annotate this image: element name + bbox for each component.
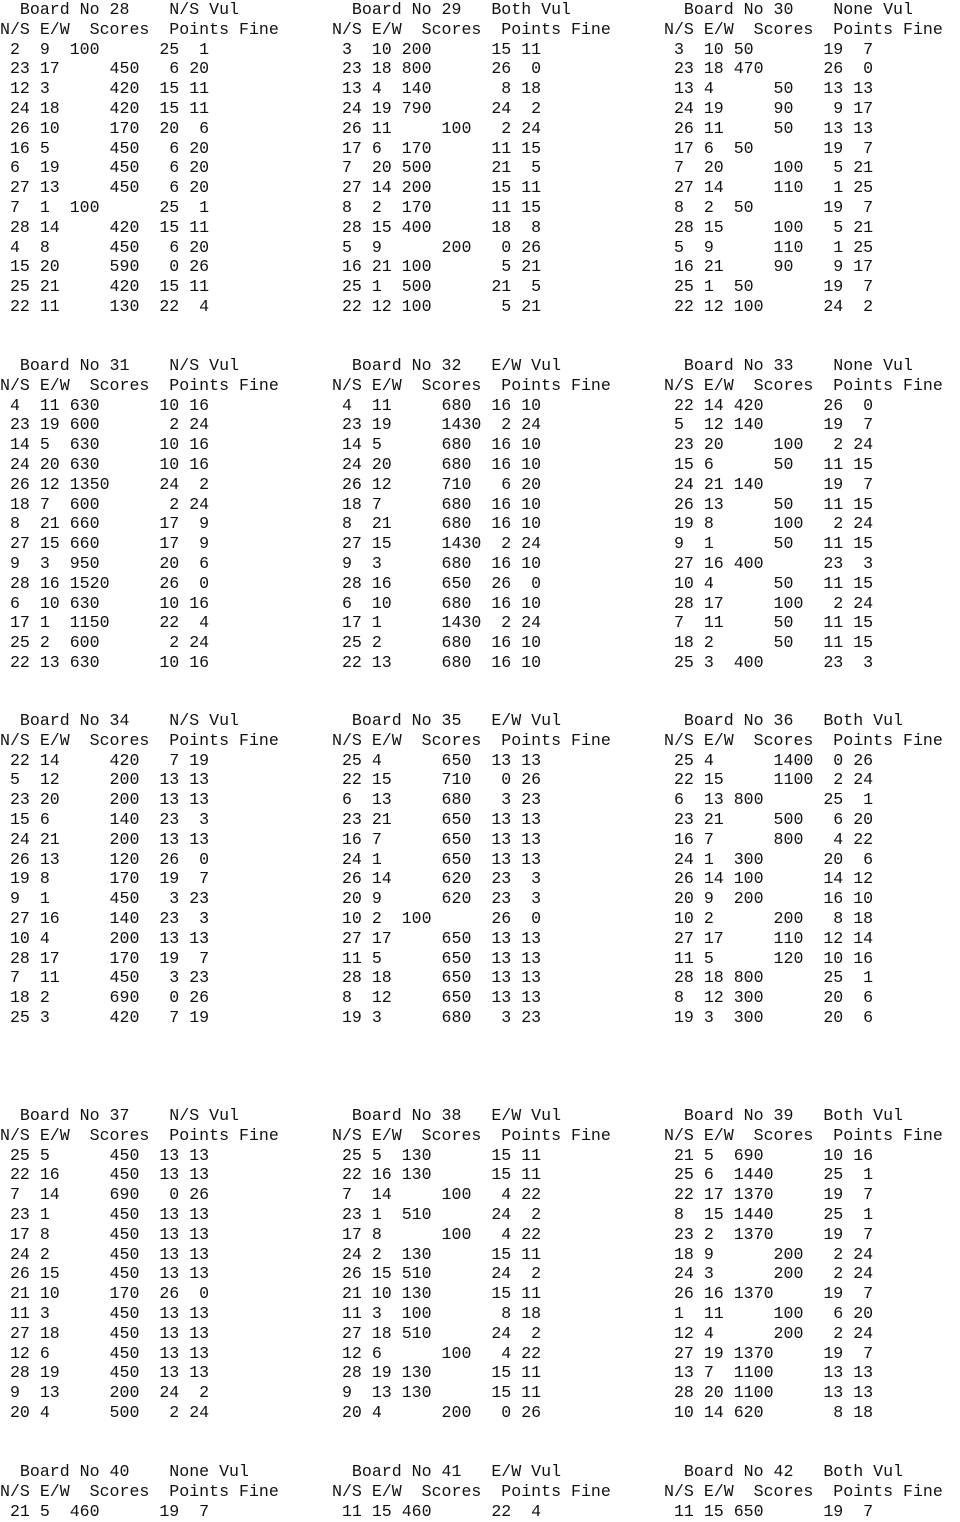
board-title: Board No 36 Both Vul bbox=[664, 711, 903, 730]
score-row: 6 10 630 10 16 bbox=[0, 593, 210, 613]
score-row: 4 8 450 6 20 bbox=[0, 237, 210, 257]
board-title: Board No 32 E/W Vul bbox=[332, 356, 562, 375]
board-block bbox=[0, 1106, 332, 1423]
score-row: 26 15 510 24 2 bbox=[332, 1264, 542, 1284]
score-row: 21 10 170 26 0 bbox=[0, 1284, 210, 1304]
score-row: 25 2 680 16 10 bbox=[332, 633, 542, 653]
score-row: 26 13 50 11 15 bbox=[664, 494, 874, 514]
score-row: 16 21 90 9 17 bbox=[664, 257, 874, 277]
score-row: 3 10 200 15 11 bbox=[332, 39, 542, 59]
score-row: 28 18 650 13 13 bbox=[332, 968, 542, 988]
score-row: 26 13 120 26 0 bbox=[0, 849, 210, 869]
board-title: Board No 39 Both Vul bbox=[664, 1106, 903, 1125]
column-header: N/S E/W Scores Points Fine bbox=[0, 1481, 279, 1501]
score-row: 27 14 110 1 25 bbox=[664, 178, 874, 198]
board-block bbox=[0, 1462, 332, 1521]
score-row: 22 16 450 13 13 bbox=[0, 1165, 210, 1185]
column-header: N/S E/W Scores Points Fine bbox=[664, 1481, 943, 1501]
score-row: 16 7 650 13 13 bbox=[332, 829, 542, 849]
score-row: 26 10 170 20 6 bbox=[0, 118, 210, 138]
score-row: 14 5 630 10 16 bbox=[0, 435, 210, 455]
score-row: 27 18 450 13 13 bbox=[0, 1323, 210, 1343]
score-row: 19 8 100 2 24 bbox=[664, 514, 874, 534]
score-row: 24 1 650 13 13 bbox=[332, 849, 542, 869]
score-row: 8 21 660 17 9 bbox=[0, 514, 210, 534]
score-row: 11 5 650 13 13 bbox=[332, 948, 542, 968]
score-row: 17 1 1430 2 24 bbox=[332, 613, 542, 633]
score-row: 25 3 420 7 19 bbox=[0, 1007, 210, 1027]
score-row: 15 6 50 11 15 bbox=[664, 454, 874, 474]
score-row: 26 16 1370 19 7 bbox=[664, 1284, 874, 1304]
score-row: 7 11 50 11 15 bbox=[664, 613, 874, 633]
score-row: 9 13 200 24 2 bbox=[0, 1383, 210, 1403]
board-title: Board No 29 Both Vul bbox=[332, 0, 571, 19]
score-row: 28 14 420 15 11 bbox=[0, 217, 210, 237]
board-title: Board No 28 N/S Vul bbox=[0, 0, 239, 19]
score-row: 25 4 650 13 13 bbox=[332, 750, 542, 770]
score-row: 12 4 200 2 24 bbox=[664, 1323, 874, 1343]
score-row: 23 1 450 13 13 bbox=[0, 1204, 210, 1224]
column-header: N/S E/W Scores Points Fine bbox=[332, 375, 611, 395]
score-row: 25 6 1440 25 1 bbox=[664, 1165, 874, 1185]
score-row: 24 19 90 9 17 bbox=[664, 98, 874, 118]
score-row: 22 13 680 16 10 bbox=[332, 652, 542, 672]
score-row: 5 9 200 0 26 bbox=[332, 237, 542, 257]
score-row: 10 2 200 8 18 bbox=[664, 908, 874, 928]
score-row: 24 18 420 15 11 bbox=[0, 98, 210, 118]
score-row: 6 10 680 16 10 bbox=[332, 593, 542, 613]
score-row: 23 18 800 26 0 bbox=[332, 59, 542, 79]
board-block bbox=[332, 711, 664, 1028]
score-row: 8 21 680 16 10 bbox=[332, 514, 542, 534]
score-row: 23 19 1430 2 24 bbox=[332, 415, 542, 435]
board-block bbox=[332, 356, 664, 673]
score-row: 9 13 130 15 11 bbox=[332, 1383, 542, 1403]
score-row: 25 1 500 21 5 bbox=[332, 277, 542, 297]
score-row: 18 9 200 2 24 bbox=[664, 1244, 874, 1264]
score-row: 18 2 690 0 26 bbox=[0, 988, 210, 1008]
score-row: 20 9 200 16 10 bbox=[664, 889, 874, 909]
score-row: 19 8 170 19 7 bbox=[0, 869, 210, 889]
score-row: 23 21 650 13 13 bbox=[332, 809, 542, 829]
score-row: 5 9 110 1 25 bbox=[664, 237, 874, 257]
score-row: 20 4 500 2 24 bbox=[0, 1402, 210, 1422]
score-row: 8 12 300 20 6 bbox=[664, 988, 874, 1008]
score-row: 26 11 100 2 24 bbox=[332, 118, 542, 138]
score-row: 19 3 300 20 6 bbox=[664, 1007, 874, 1027]
score-row: 27 17 650 13 13 bbox=[332, 928, 542, 948]
score-row: 5 12 200 13 13 bbox=[0, 770, 210, 790]
board-block bbox=[0, 711, 332, 1028]
board-block bbox=[332, 0, 664, 317]
score-row: 11 3 100 8 18 bbox=[332, 1303, 542, 1323]
column-header: N/S E/W Scores Points Fine bbox=[332, 730, 611, 750]
column-header: N/S E/W Scores Points Fine bbox=[664, 375, 943, 395]
score-row: 27 19 1370 19 7 bbox=[664, 1343, 874, 1363]
score-row: 24 2 450 13 13 bbox=[0, 1244, 210, 1264]
score-row: 25 2 600 2 24 bbox=[0, 633, 210, 653]
score-row: 10 4 50 11 15 bbox=[664, 573, 874, 593]
score-row: 26 12 1350 24 2 bbox=[0, 474, 210, 494]
score-row: 24 20 630 10 16 bbox=[0, 454, 210, 474]
score-row: 12 6 450 13 13 bbox=[0, 1343, 210, 1363]
score-row: 28 19 130 15 11 bbox=[332, 1363, 542, 1383]
score-row: 17 8 100 4 22 bbox=[332, 1224, 542, 1244]
score-row: 8 15 1440 25 1 bbox=[664, 1204, 874, 1224]
score-row: 23 20 200 13 13 bbox=[0, 790, 210, 810]
board-block bbox=[664, 711, 960, 1028]
score-row: 18 7 680 16 10 bbox=[332, 494, 542, 514]
score-row: 17 1 1150 22 4 bbox=[0, 613, 210, 633]
score-row: 24 2 130 15 11 bbox=[332, 1244, 542, 1264]
score-row: 17 6 50 19 7 bbox=[664, 138, 874, 158]
score-row: 21 5 460 19 7 bbox=[0, 1501, 210, 1521]
score-row: 17 8 450 13 13 bbox=[0, 1224, 210, 1244]
board-title: Board No 35 E/W Vul bbox=[332, 711, 562, 730]
score-row: 18 7 600 2 24 bbox=[0, 494, 210, 514]
score-row: 8 2 170 11 15 bbox=[332, 197, 542, 217]
score-row: 22 13 630 10 16 bbox=[0, 652, 210, 672]
score-row: 23 1 510 24 2 bbox=[332, 1204, 542, 1224]
column-header: N/S E/W Scores Points Fine bbox=[664, 1125, 943, 1145]
score-row: 7 20 500 21 5 bbox=[332, 158, 542, 178]
score-row: 6 13 800 25 1 bbox=[664, 790, 874, 810]
score-row: 16 5 450 6 20 bbox=[0, 138, 210, 158]
score-row: 22 14 420 26 0 bbox=[664, 395, 874, 415]
score-row: 24 20 680 16 10 bbox=[332, 454, 542, 474]
score-row: 20 9 620 23 3 bbox=[332, 889, 542, 909]
score-row: 23 18 470 26 0 bbox=[664, 59, 874, 79]
score-row: 26 11 50 13 13 bbox=[664, 118, 874, 138]
score-row: 4 11 630 10 16 bbox=[0, 395, 210, 415]
score-row: 26 14 100 14 12 bbox=[664, 869, 874, 889]
score-row: 22 17 1370 19 7 bbox=[664, 1185, 874, 1205]
score-row: 22 12 100 24 2 bbox=[664, 296, 874, 316]
board-block bbox=[664, 1462, 960, 1521]
score-row: 28 15 100 5 21 bbox=[664, 217, 874, 237]
score-row: 23 2 1370 19 7 bbox=[664, 1224, 874, 1244]
score-row: 22 16 130 15 11 bbox=[332, 1165, 542, 1185]
score-row: 13 4 50 13 13 bbox=[664, 79, 874, 99]
score-row: 9 1 450 3 23 bbox=[0, 889, 210, 909]
score-row: 14 5 680 16 10 bbox=[332, 435, 542, 455]
board-block bbox=[332, 1462, 664, 1521]
score-row: 9 1 50 11 15 bbox=[664, 534, 874, 554]
score-row: 12 3 420 15 11 bbox=[0, 79, 210, 99]
score-row: 16 7 800 4 22 bbox=[664, 829, 874, 849]
board-block bbox=[664, 0, 960, 317]
score-row: 23 19 600 2 24 bbox=[0, 415, 210, 435]
score-row: 13 7 1100 13 13 bbox=[664, 1363, 874, 1383]
score-row: 4 11 680 16 10 bbox=[332, 395, 542, 415]
score-row: 28 15 400 18 8 bbox=[332, 217, 542, 237]
score-row: 27 13 450 6 20 bbox=[0, 178, 210, 198]
score-row: 26 14 620 23 3 bbox=[332, 869, 542, 889]
column-header: N/S E/W Scores Points Fine bbox=[664, 730, 943, 750]
score-row: 7 20 100 5 21 bbox=[664, 158, 874, 178]
score-row: 12 6 100 4 22 bbox=[332, 1343, 542, 1363]
score-row: 7 1 100 25 1 bbox=[0, 197, 210, 217]
score-row: 28 19 450 13 13 bbox=[0, 1363, 210, 1383]
score-row: 8 12 650 13 13 bbox=[332, 988, 542, 1008]
score-row: 23 21 500 6 20 bbox=[664, 809, 874, 829]
score-row: 6 19 450 6 20 bbox=[0, 158, 210, 178]
score-row: 6 13 680 3 23 bbox=[332, 790, 542, 810]
score-row: 25 5 450 13 13 bbox=[0, 1145, 210, 1165]
score-row: 24 21 140 19 7 bbox=[664, 474, 874, 494]
score-row: 20 4 200 0 26 bbox=[332, 1402, 542, 1422]
board-block bbox=[664, 1106, 960, 1423]
score-row: 17 6 170 11 15 bbox=[332, 138, 542, 158]
score-row: 28 17 100 2 24 bbox=[664, 593, 874, 613]
score-row: 18 2 50 11 15 bbox=[664, 633, 874, 653]
score-row: 27 15 1430 2 24 bbox=[332, 534, 542, 554]
board-title: Board No 41 E/W Vul bbox=[332, 1462, 562, 1481]
score-row: 11 3 450 13 13 bbox=[0, 1303, 210, 1323]
score-row: 7 11 450 3 23 bbox=[0, 968, 210, 988]
score-row: 23 17 450 6 20 bbox=[0, 59, 210, 79]
score-row: 1 11 100 6 20 bbox=[664, 1303, 874, 1323]
column-header: N/S E/W Scores Points Fine bbox=[332, 19, 611, 39]
score-row: 24 1 300 20 6 bbox=[664, 849, 874, 869]
board-title: Board No 42 Both Vul bbox=[664, 1462, 903, 1481]
board-block bbox=[0, 0, 332, 317]
score-row: 10 14 620 8 18 bbox=[664, 1402, 874, 1422]
score-row: 25 21 420 15 11 bbox=[0, 277, 210, 297]
score-row: 15 6 140 23 3 bbox=[0, 809, 210, 829]
board-block bbox=[332, 1106, 664, 1423]
score-row: 27 16 140 23 3 bbox=[0, 908, 210, 928]
score-row: 28 16 1520 26 0 bbox=[0, 573, 210, 593]
column-header: N/S E/W Scores Points Fine bbox=[0, 375, 279, 395]
score-row: 25 1 50 19 7 bbox=[664, 277, 874, 297]
score-row: 24 19 790 24 2 bbox=[332, 98, 542, 118]
score-row: 23 20 100 2 24 bbox=[664, 435, 874, 455]
board-block bbox=[0, 356, 332, 673]
column-header: N/S E/W Scores Points Fine bbox=[664, 19, 943, 39]
score-row: 22 12 100 5 21 bbox=[332, 296, 542, 316]
score-row: 27 14 200 15 11 bbox=[332, 178, 542, 198]
column-header: N/S E/W Scores Points Fine bbox=[332, 1125, 611, 1145]
score-row: 24 21 200 13 13 bbox=[0, 829, 210, 849]
score-row: 9 3 680 16 10 bbox=[332, 553, 542, 573]
score-row: 26 12 710 6 20 bbox=[332, 474, 542, 494]
score-row: 22 14 420 7 19 bbox=[0, 750, 210, 770]
score-row: 21 5 690 10 16 bbox=[664, 1145, 874, 1165]
column-header: N/S E/W Scores Points Fine bbox=[0, 19, 279, 39]
score-row: 27 16 400 23 3 bbox=[664, 553, 874, 573]
score-row: 28 17 170 19 7 bbox=[0, 948, 210, 968]
board-block bbox=[664, 356, 960, 673]
score-row: 13 4 140 8 18 bbox=[332, 79, 542, 99]
score-row: 25 4 1400 0 26 bbox=[664, 750, 874, 770]
score-row: 11 15 650 19 7 bbox=[664, 1501, 874, 1521]
column-header: N/S E/W Scores Points Fine bbox=[332, 1481, 611, 1501]
board-title: Board No 40 None Vul bbox=[0, 1462, 249, 1481]
score-row: 22 15 1100 2 24 bbox=[664, 770, 874, 790]
score-row: 25 3 400 23 3 bbox=[664, 652, 874, 672]
score-row: 24 3 200 2 24 bbox=[664, 1264, 874, 1284]
score-row: 10 2 100 26 0 bbox=[332, 908, 542, 928]
score-row: 16 21 100 5 21 bbox=[332, 257, 542, 277]
score-row: 5 12 140 19 7 bbox=[664, 415, 874, 435]
score-row: 7 14 100 4 22 bbox=[332, 1185, 542, 1205]
score-row: 22 11 130 22 4 bbox=[0, 296, 210, 316]
score-row: 11 15 460 22 4 bbox=[332, 1501, 542, 1521]
column-header: N/S E/W Scores Points Fine bbox=[0, 1125, 279, 1145]
column-header: N/S E/W Scores Points Fine bbox=[0, 730, 279, 750]
score-row: 27 15 660 17 9 bbox=[0, 534, 210, 554]
score-row: 2 9 100 25 1 bbox=[0, 39, 210, 59]
score-row: 25 5 130 15 11 bbox=[332, 1145, 542, 1165]
score-row: 9 3 950 20 6 bbox=[0, 553, 210, 573]
score-row: 28 20 1100 13 13 bbox=[664, 1383, 874, 1403]
score-row: 7 14 690 0 26 bbox=[0, 1185, 210, 1205]
score-row: 3 10 50 19 7 bbox=[664, 39, 874, 59]
score-row: 10 4 200 13 13 bbox=[0, 928, 210, 948]
score-row: 28 16 650 26 0 bbox=[332, 573, 542, 593]
board-title: Board No 31 N/S Vul bbox=[0, 356, 239, 375]
score-row: 19 3 680 3 23 bbox=[332, 1007, 542, 1027]
score-row: 8 2 50 19 7 bbox=[664, 197, 874, 217]
score-row: 28 18 800 25 1 bbox=[664, 968, 874, 988]
score-row: 15 20 590 0 26 bbox=[0, 257, 210, 277]
board-title: Board No 33 None Vul bbox=[664, 356, 913, 375]
board-title: Board No 30 None Vul bbox=[664, 0, 913, 19]
score-row: 26 15 450 13 13 bbox=[0, 1264, 210, 1284]
board-title: Board No 34 N/S Vul bbox=[0, 711, 239, 730]
score-row: 27 18 510 24 2 bbox=[332, 1323, 542, 1343]
score-row: 21 10 130 15 11 bbox=[332, 1284, 542, 1304]
score-row: 27 17 110 12 14 bbox=[664, 928, 874, 948]
board-title: Board No 37 N/S Vul bbox=[0, 1106, 239, 1125]
score-row: 22 15 710 0 26 bbox=[332, 770, 542, 790]
score-row: 11 5 120 10 16 bbox=[664, 948, 874, 968]
board-title: Board No 38 E/W Vul bbox=[332, 1106, 562, 1125]
